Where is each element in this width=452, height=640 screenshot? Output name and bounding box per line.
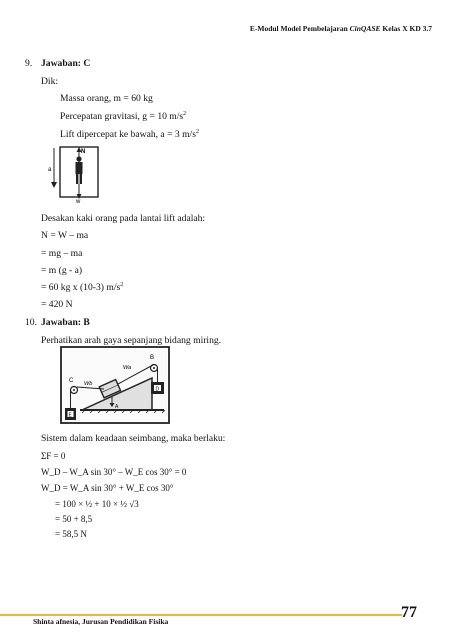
- q10-eq-2: W_D – W_A sin 30° – W_E cos 30° = 0: [41, 467, 187, 477]
- q9-step-3: = m (g - a): [41, 265, 83, 276]
- footer-author: Shinta afnesia, Jurusan Pendidikan Fisika: [33, 617, 169, 626]
- q9-given-mass: Massa orang, m = 60 kg: [60, 93, 153, 104]
- label-wa: Wa: [123, 365, 132, 371]
- q10-eq-4: = 100 × ½ + 10 × ½ √3: [55, 499, 139, 509]
- label-c: C: [69, 378, 74, 384]
- label-b: B: [150, 355, 155, 361]
- q9-answer: Jawaban: C: [41, 58, 91, 69]
- q9-prompt: Desakan kaki orang pada lantai lift adalah:: [41, 213, 206, 224]
- label-a: A: [115, 404, 119, 410]
- q9-step-4: = 60 kg x (10-3) $m/s^2$: [41, 282, 124, 293]
- inclined-plane-diagram: [60, 346, 170, 424]
- q10-prompt: Perhatikan arah gaya sepanjang bidang miring.: [41, 335, 222, 346]
- label-w: w: [76, 199, 81, 204]
- q10-number: 10.: [25, 317, 37, 328]
- q10-eq-5: = 50 + 8,5: [55, 514, 93, 524]
- brand-name: CinQASE: [349, 24, 381, 33]
- q9-number: 9.: [25, 58, 33, 69]
- label-d: D: [155, 386, 160, 393]
- label-wb: Wb: [84, 381, 93, 387]
- q10-conclusion: Sistem dalam keadaan seimbang, maka berlaku:: [41, 433, 226, 444]
- q10-answer: Jawaban: B: [41, 317, 90, 328]
- q9-step-2: = mg – ma: [41, 248, 83, 259]
- q10-eq-6: = 58,5 N: [55, 529, 87, 539]
- lift-diagram: [48, 144, 104, 204]
- footer-divider: [0, 614, 402, 616]
- q10-eq-1: ΣF = 0: [41, 451, 66, 461]
- q9-dik-label: Dik:: [41, 76, 59, 87]
- page-number: 77: [401, 604, 417, 621]
- label-n: N: [81, 149, 86, 155]
- label-a: a: [48, 167, 52, 173]
- q9-step-5: = 420 N: [41, 299, 73, 310]
- q10-eq-3: W_D = W_A sin 30° + W_E cos 30°: [41, 483, 174, 493]
- q9-step-1: N = W – ma: [41, 230, 89, 241]
- label-e: E: [68, 412, 72, 419]
- q9-given-gravity: Percepatan gravitasi, g = 10 $m/s^2$: [60, 111, 187, 122]
- q9-given-acceleration: Lift dipercepat ke bawah, a = 3 $m/s^2$: [60, 129, 199, 140]
- running-header: E-Modul Model Pembelajaran CinQASE Kelas X KD 3.7: [249, 24, 432, 33]
